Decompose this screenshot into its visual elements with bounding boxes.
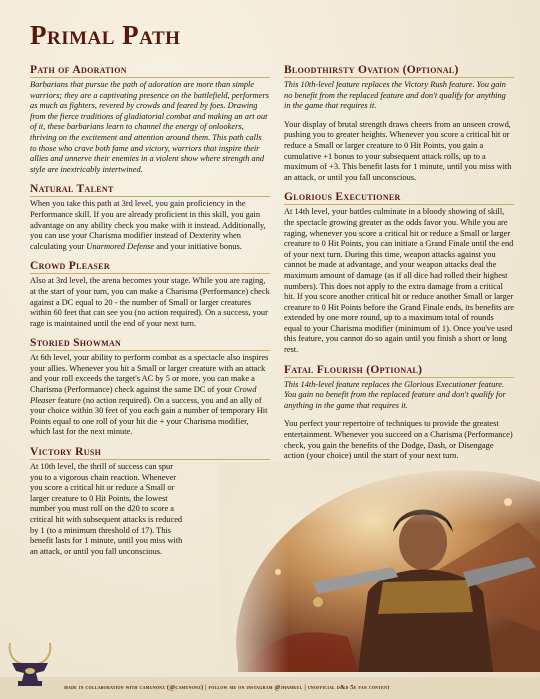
- text-part: and your initiative bonus.: [154, 241, 242, 251]
- gladiator-illustration: [218, 462, 540, 672]
- section-text: Also at 3rd level, the arena becomes your stage. While you are raging, at the start of your turn, you can make a Charisma (Performance) check against a DC equal to 20 - the number of Small or larger creatures within 60 feet that can see you (no action required). On a success, your rage is maintained until the end of your next turn.: [30, 276, 270, 328]
- section-fatal-flourish: [284, 364, 514, 462]
- section-heading: Crowd Pleaser: [30, 260, 270, 274]
- section-text: You perfect your repertoire of techniques to provide the greatest entertainment. Whenever you succeed on a Charisma (Performance) check, you gain the benefits of the Dodge, Dash, or Disengage action (your choice) until the start of your next turn.: [284, 419, 513, 461]
- text-part: feature (no action required). On a success, you and an ally of your choice within 30 feet of you each gain a number of temporary Hit Points equal to one roll of your hit die + your Charisma modifier, which last for the next minute.: [30, 395, 268, 437]
- section-heading: Storied Showman: [30, 337, 270, 351]
- section-intro: This 14th-level feature replaces the Glorious Executioner feature. You gain no benefit from the replaced feature and don't qualify for anything in the game that requires it.: [284, 379, 506, 410]
- section-heading: Bloodthirsty Ovation (Optional): [284, 64, 514, 78]
- section-heading: Fatal Flourish (Optional): [284, 364, 514, 378]
- section-bloodthirsty-ovation: [284, 64, 514, 183]
- right-column: [284, 64, 514, 470]
- text-part: At 6th level, your ability to perform combat as a spectacle also inspires your allies. Whenever you hit a Small or larger creature with an attack and your roll exceeds the target's AC by 5 or more, you can make a Charisma (Performance) check against the same DC of your: [30, 353, 269, 395]
- section-heading: Victory Rush: [30, 446, 270, 460]
- section-storied-showman: [30, 337, 270, 438]
- section-text: [30, 199, 270, 252]
- page-title: Primal Path: [30, 20, 181, 50]
- section-victory-rush: [30, 446, 186, 557]
- section-natural-talent: [30, 183, 270, 252]
- section-heading: Path of Adoration: [30, 64, 270, 78]
- feature-reference: Unarmored Defense: [86, 241, 155, 251]
- section-intro: This 10th-level feature replaces the Victory Rush feature. You gain no benefit from the replaced feature and don't qualify for anything in the game that requires it.: [284, 80, 506, 111]
- section-text: Barbarians that pursue the path of adoration are more than simple warriors; they are a captivating presence on the battlefield, performers as much as fighters, revered by crowds and feared by foes. Drawing from the fierce traditions of gladiatorial combat and making an art out of it, these barbarians learn to channel the energy of onlookers, thriving on the excitement and attention around them. This path calls to those who crave both fame and victory, warriors that inspire their allies and unnerve their enemies in a violent show where strength and style are inextricably intertwined.: [30, 80, 269, 174]
- section-text: At 14th level, your battles culminate in a bloody showing of skill, the spectacle growing greater as the odds favor you. While you are raging, whenever you score a critical hit or reduce a Small or larger creature to 0 Hit Points, you can initiate a Grand Finale until the end of your next turn. During this time, weapon attacks against you cannot be made at advantage, and your weapon attacks deal the maximum amount of damage (as if all dice had rolled their highest numbers). This does not apply to the extra damage from a critical hit. If you score another critical hit or reduce another Small or larger creature to 0 Hit Points before the Grand Finale ends, its benefits are extended by one more round, up to a maximum total of rounds equal to your Charisma modifier (minimum of 1). Once you've used this feature, you cannot do so again until you finish a short or long rest.: [284, 207, 515, 355]
- section-heading: Natural Talent: [30, 183, 270, 197]
- section-glorious-executioner: [284, 191, 514, 355]
- feature-reference: Crowd Pleaser: [30, 385, 257, 405]
- section-text: At 10th level, the thrill of success can spur you to a vigorous chain reaction. Whenever you score a critical hit or reduce a Small or larger creature to 0 Hit Points, the lowest number you must roll on the d20 to score a critical hit with subsequent attacks is reduced by 1 (to a minimum threshold of 17). This benefit lasts for 1 minute, until you miss with an attack, or until you fall unconscious.: [30, 462, 183, 556]
- text-part: When you take this path at 3rd level, you gain proficiency in the Performance skill. If you are already proficient in this skill, you gain advantage on any ability check you make with it instead. Additionally, you can use your Charisma modifier instead of Dexterity when calculating your: [30, 199, 266, 251]
- section-text: [30, 353, 270, 438]
- section-text: Your display of brutal strength draws cheers from an unseen crowd, pushing you to greater heights. Whenever you score a critical hit or reduce a Small or larger creature to 0 Hit Points, you gain a cumulative +1 bonus to your subsequent attack rolls, up to a maximum of +3. This benefit lasts for 1 minute, until you miss with an attack, or until you fall unconscious.: [284, 119, 512, 182]
- section-heading: Glorious Executioner: [284, 191, 514, 205]
- section-path-of-adoration: [30, 64, 270, 175]
- section-crowd-pleaser: [30, 260, 270, 329]
- footer-credits: made in collaboration with camunonz (@camunonz) | follow me on instagram @jhamkul | unofficial d&d 5e fan content: [64, 684, 390, 691]
- anvil-logo-icon: [4, 641, 56, 691]
